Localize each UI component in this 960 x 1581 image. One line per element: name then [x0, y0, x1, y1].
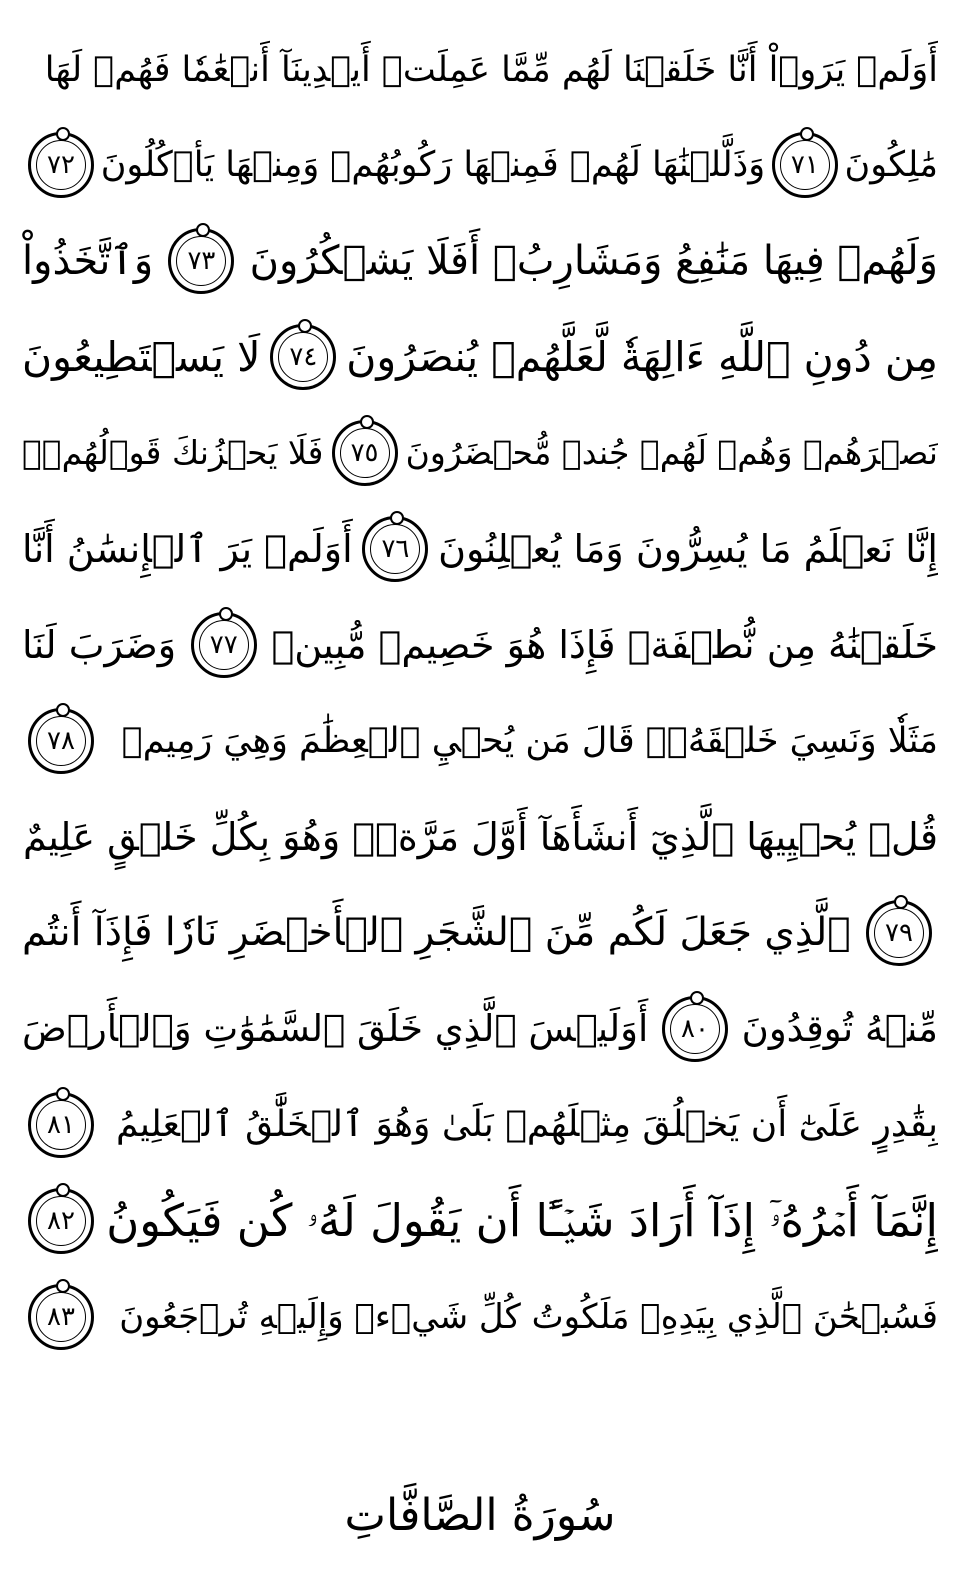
- verse-text: إِنَّمَآ أَمۡرُهُۥٓ إِذَآ أَرَادَ شَيۡـًٔا أَن يَقُولَ لَهُۥ كُن فَيَكُونُ: [106, 1194, 938, 1247]
- ayah-number: ٧٩: [885, 918, 913, 948]
- surah-title: سُورَةُ الصَّافَّاتِ: [344, 1489, 616, 1541]
- verse-text: قُلۡ يُحۡيِيهَا ٱلَّذِيٓ أَنشَأَهَآ أَوَّلَ مَرَّةٖۖ وَهُوَ بِكُلِّ خَلۡقٍ عَلِيمٌ: [23, 815, 938, 859]
- verse-text: أَوَلَمۡ يَرَ ٱلۡإِنسَٰنُ أَنَّا: [22, 527, 353, 571]
- text-line-1: [22, 22, 938, 118]
- ayah-number: ٧٤: [289, 342, 318, 372]
- text-line-9: [22, 789, 938, 885]
- ayah-number: ٨٠: [681, 1014, 709, 1044]
- text-line-6: [22, 501, 938, 597]
- ayah-marker: [168, 228, 234, 294]
- verse-text: إِنَّا نَعۡلَمُ مَا يُسِرُّونَ وَمَا يُعۡلِنُونَ: [438, 527, 938, 571]
- ayah-marker: [28, 708, 94, 774]
- ayah-marker: [772, 132, 838, 198]
- verse-text: مَثَلٗا وَنَسِيَ خَلۡقَهُۥۖ قَالَ مَن يُحۡيِ ٱلۡعِظَٰمَ وَهِيَ رَمِيمٞ: [121, 721, 938, 761]
- ayah-marker: [191, 612, 257, 678]
- text-line-10: [22, 885, 938, 981]
- ayah-marker: [270, 324, 336, 390]
- ayah-number: ٨٣: [47, 1302, 75, 1332]
- verse-text: وَٱتَّخَذُواْ: [22, 238, 154, 284]
- ayah-number: ٧٥: [350, 438, 379, 468]
- verse-text: وَلَهُمۡ فِيهَا مَنَٰفِعُ وَمَشَارِبُۚ أَفَلَا يَشۡكُرُونَ: [249, 238, 938, 284]
- ayah-marker: [362, 516, 428, 582]
- verse-text: خَلَقۡنَٰهُ مِن نُّطۡفَةٖ فَإِذَا هُوَ خَصِيمٞ مُّبِينٞ: [271, 623, 938, 667]
- verse-text: بِقَٰدِرٍ عَلَىٰٓ أَن يَخۡلُقَ مِثۡلَهُمۚ بَلَىٰ وَهُوَ ٱلۡخَلَّٰقُ ٱلۡعَلِيمُ: [115, 1104, 938, 1145]
- ayah-marker: [28, 1284, 94, 1350]
- text-line-13: [22, 1173, 938, 1269]
- verse-text: وَذَلَّلۡنَٰهَا لَهُمۡ فَمِنۡهَا رَكُوبُهُمۡ وَمِنۡهَا يَأۡكُلُونَ: [100, 145, 766, 185]
- verse-text: مِن دُونِ ٱللَّهِ ءَالِهَةٗ لَّعَلَّهُمۡ يُنصَرُونَ: [346, 333, 938, 381]
- verse-text: لَا يَسۡتَطِيعُونَ: [22, 333, 261, 381]
- ayah-marker: [866, 900, 932, 966]
- text-line-5: [22, 405, 938, 501]
- verse-text: مِّنۡهُ تُوقِدُونَ: [741, 1007, 938, 1050]
- verse-text: فَلَا يَحۡزُنكَ قَوۡلُهُمۡۘ: [22, 433, 324, 472]
- text-line-11: [22, 981, 938, 1077]
- verse-text: أَوَلَيۡسَ ٱلَّذِي خَلَقَ ٱلسَّمَٰوَٰتِ وَٱلۡأَرۡضَ: [22, 1007, 649, 1050]
- verse-text: ٱلَّذِي جَعَلَ لَكُم مِّنَ ٱلشَّجَرِ ٱلۡأَخۡضَرِ نَارٗا فَإِذَآ أَنتُم: [22, 910, 851, 955]
- ayah-number: ٧٧: [209, 630, 238, 660]
- verse-text: أَوَلَمۡ يَرَوۡاْ أَنَّا خَلَقۡنَا لَهُم مِّمَّا عَمِلَتۡ أَيۡدِينَآ أَنۡعَٰمٗا فَهُمۡ لَهَا: [44, 50, 938, 90]
- ayah-marker: [332, 420, 398, 486]
- ayah-marker: [28, 132, 94, 198]
- text-line-14: [22, 1269, 938, 1365]
- ayah-number: ٧٣: [187, 246, 216, 276]
- verse-text: نَصۡرَهُمۡ وَهُمۡ لَهُمۡ جُندٞ مُّحۡضَرُونَ: [405, 433, 938, 472]
- verse-text: مَٰلِكُونَ: [844, 145, 938, 185]
- ayah-number: ٧٢: [47, 150, 75, 180]
- verse-text: فَسُبۡحَٰنَ ٱلَّذِي بِيَدِهِۦ مَلَكُوتُ كُلِّ شَيۡءٖ وَإِلَيۡهِ تُرۡجَعُونَ: [119, 1297, 938, 1337]
- ayah-number: ٨١: [47, 1110, 75, 1140]
- text-line-8: [22, 693, 938, 789]
- text-line-2: [22, 117, 938, 213]
- text-line-7: [22, 597, 938, 693]
- ayah-number: ٧١: [790, 150, 819, 180]
- ayah-marker: [28, 1092, 94, 1158]
- text-line-4: [22, 309, 938, 405]
- ayah-marker: [28, 1188, 94, 1254]
- ayah-number: ٧٦: [381, 534, 410, 564]
- ayah-marker: [662, 996, 728, 1062]
- text-line-3: [22, 213, 938, 309]
- text-line-12: [22, 1077, 938, 1173]
- ayah-number: ٧٨: [47, 726, 75, 756]
- verse-text: وَضَرَبَ لَنَا: [22, 623, 177, 667]
- ayah-number: ٨٢: [47, 1206, 75, 1236]
